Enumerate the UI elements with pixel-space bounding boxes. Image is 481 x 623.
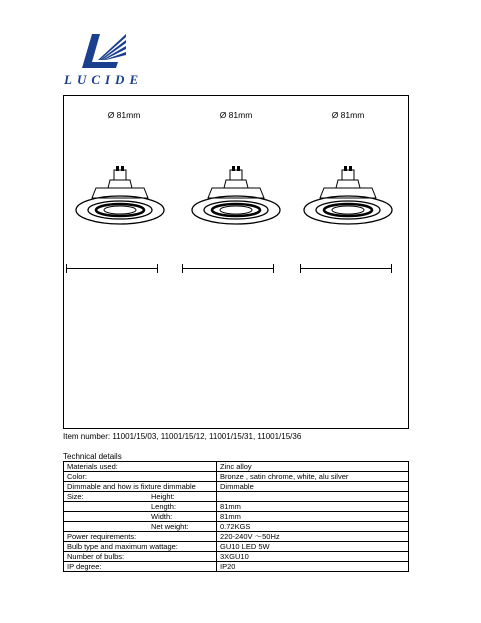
spec-value: Zinc alloy [217, 462, 409, 472]
dimension-label: Ø 81mm [219, 110, 253, 120]
spec-key: Bulb type and maximum wattage: [64, 542, 217, 552]
dimension-line [66, 263, 158, 275]
table-row [64, 472, 409, 482]
brand-wordmark: LUCIDE [64, 72, 144, 87]
table-row [64, 522, 409, 532]
spec-value: Dimmable [217, 482, 409, 492]
dimension-label: Ø 81mm [331, 110, 365, 120]
spec-key [67, 502, 151, 511]
table-row [64, 552, 409, 562]
technical-details-table [63, 461, 409, 572]
dimension-line [300, 263, 392, 275]
fixture-drawing-icon [74, 166, 166, 246]
spec-value: IP20 [217, 562, 409, 572]
spec-subkey: Net weight: [151, 522, 189, 531]
spec-key: IP degree: [64, 562, 217, 572]
spec-subkey: Width: [151, 512, 173, 521]
spec-value: GU10 LED 5W [217, 542, 409, 552]
table-row [64, 562, 409, 572]
dimension-line [182, 263, 274, 275]
spec-key: Color: [64, 472, 217, 482]
spec-value: 81mm [217, 502, 409, 512]
brand-logo [58, 30, 148, 92]
table-row [64, 492, 409, 502]
spec-key: Size: [67, 492, 84, 501]
spec-value: 0.72KGS [217, 522, 409, 532]
lucide-logo-icon [78, 30, 128, 72]
spec-value: 81mm [217, 512, 409, 522]
dimension-label: Ø 81mm [107, 110, 141, 120]
table-row [64, 502, 409, 512]
spec-key: Number of bulbs: [64, 552, 217, 562]
spec-subkey: Length: [151, 502, 177, 511]
spec-key [67, 512, 151, 521]
technical-details-title: Technical details [63, 452, 122, 461]
table-row [64, 462, 409, 472]
item-number-label: Item number: [63, 432, 111, 441]
spec-value [217, 492, 409, 502]
technical-drawing [63, 95, 409, 429]
spec-key: Dimmable and how is fixture dimmable [64, 482, 217, 492]
spec-key: Power requirements: [64, 532, 217, 542]
spec-subkey: Height: [151, 492, 175, 501]
table-row [64, 542, 409, 552]
table-row [64, 532, 409, 542]
item-number-value: 11001/15/03, 11001/15/12, 11001/15/31, 11001/15/36 [112, 432, 302, 441]
item-number [63, 432, 301, 441]
spec-value: 3XGU10 [217, 552, 409, 562]
spec-key [67, 522, 151, 531]
table-row [64, 512, 409, 522]
spec-value: 220-240V 〜50Hz [217, 532, 409, 542]
fixture-drawing-icon [302, 166, 394, 246]
spec-value: Bronze , satin chrome, white, alu silver [217, 472, 409, 482]
fixture-drawing-icon [190, 166, 282, 246]
table-row [64, 482, 409, 492]
spec-key: Materials used: [64, 462, 217, 472]
